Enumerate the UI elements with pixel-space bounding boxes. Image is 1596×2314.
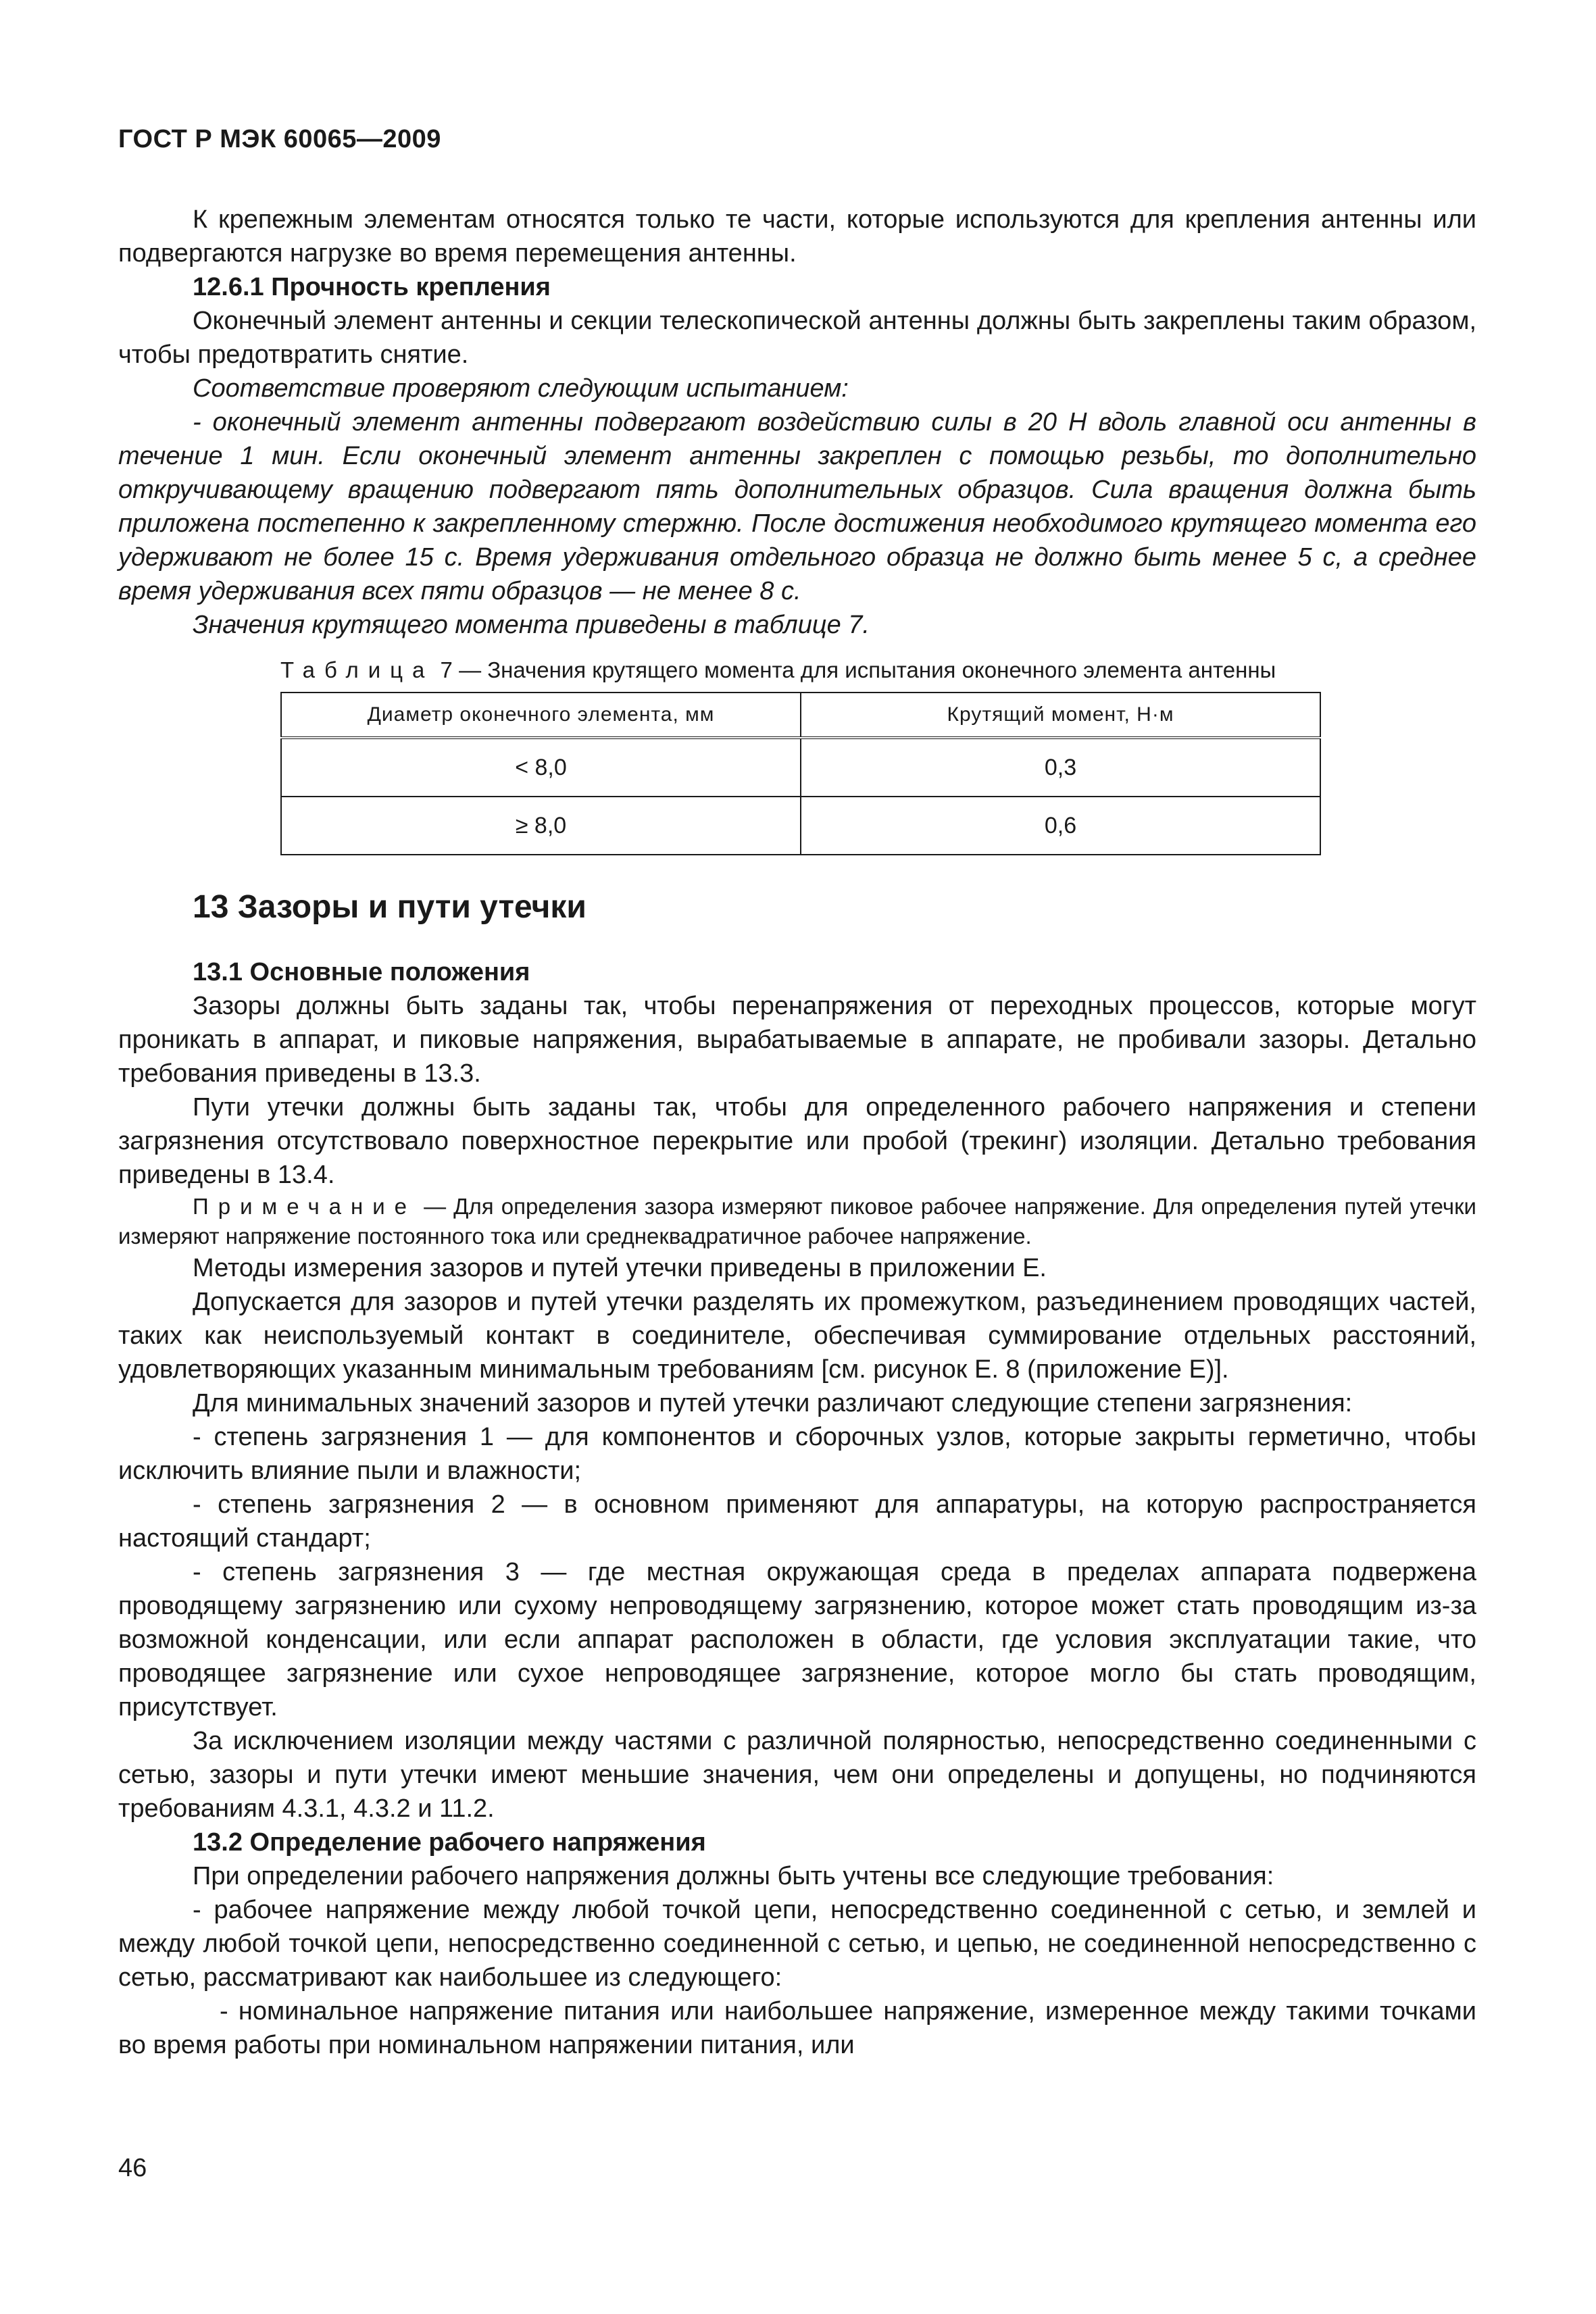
- paragraph-exception: За исключением изоляции между частями с различной полярностью, непосредственно соединенными с сетью, зазоры и пути утечки имеют меньшие значения, чем они определены и допущены, но подчиняются требованиям 4.3.1, 4.3.2 и 11.2.: [118, 1727, 1476, 1823]
- table-row: [281, 797, 1320, 855]
- cell-torque: 0,6: [801, 797, 1320, 855]
- paragraph-13-2: При определении рабочего напряжения должны быть учтены все следующие требования:: [193, 1862, 1274, 1890]
- note-label: Примечание: [193, 1194, 417, 1219]
- list-item-degree-2: - степень загрязнения 2 — в основном применяют для аппаратуры, на которую распространяется настоящий стандарт;: [118, 1490, 1476, 1553]
- list-item-rated-voltage: - номинальное напряжение питания или наибольшее напряжение, измеренное между такими точками во время работы при номинальном напряжении питания, или: [118, 1997, 1476, 2059]
- paragraph-test-procedure: - оконечный элемент антенны подвергают воздействию силы в 20 Н вдоль главной оси антенны в течение 1 мин. Если оконечный элемент антенны закреплен с помощью резьбы, то дополнительно откручивающему вращению подвергают пять дополнительных образцов. Сила вращения должна быть приложена постепенно к закрепленному стержню. После достижения необходимого крутящего момента его удерживают не более 15 с. Время удерживания отдельного образца не должно быть менее 5 с, а среднее время удерживания всех пяти образцов — не менее 8 с.: [118, 408, 1476, 605]
- paragraph-separation: Допускается для зазоров и путей утечки разделять их промежутком, разъединением проводящих частей, таких как неиспользуемый контакт в соединителе, обеспечивая суммирование отдельных расстояний, удовлетворяющих указанным минимальным требованиям [см. рисунок Е. 8 (приложение Е)].: [118, 1288, 1476, 1384]
- table-row: [281, 738, 1320, 797]
- document-body: [118, 203, 1476, 2062]
- heading-13-2: 13.2 Определение рабочего напряжения: [193, 1828, 706, 1857]
- cell-torque: 0,3: [801, 738, 1320, 797]
- paragraph-13-1-clearances: Зазоры должны быть заданы так, чтобы перенапряжения от переходных процессов, которые могут проникать в аппарат, и пиковые напряжения, вырабатываемые в аппарате, не пробивали зазоры. Детально требования приведены в 13.3.: [118, 992, 1476, 1088]
- heading-13-1: 13.1 Основные положения: [193, 958, 530, 986]
- column-header-torque: Крутящий момент, Н·м: [801, 693, 1320, 738]
- list-item-working-voltage: - рабочее напряжение между любой точкой цепи, непосредственно соединенной с сетью, и землей и между любой точкой цепи, непосредственно соединенной с сетью, и цепью, не соединенной непосредственно с сетью, рассматривают как наибольшее из следующего:: [118, 1896, 1476, 1992]
- note-text: — Для определения зазора измеряют пиковое рабочее напряжение. Для определения путей утечки измеряют напряжение постоянного тока или среднеквадратичное рабочее напряжение.: [118, 1194, 1476, 1249]
- table-7-caption: [280, 655, 1321, 685]
- paragraph-fasteners: К крепежным элементам относятся только те части, которые используются для крепления антенны или подвергаются нагрузке во время перемещения антенны.: [118, 205, 1476, 268]
- list-item-degree-1: - степень загрязнения 1 — для компонентов и сборочных узлов, которые закрыты герметично, чтобы исключить влияние пыли и влажности;: [118, 1423, 1476, 1485]
- cell-diameter: ≥ 8,0: [281, 797, 801, 855]
- paragraph-pollution-degrees: Для минимальных значений зазоров и путей утечки различают следующие степени загрязнения:: [193, 1389, 1353, 1417]
- table-header-row: [281, 693, 1320, 738]
- paragraph-table-reference: Значения крутящего момента приведены в таблице 7.: [193, 611, 870, 639]
- page-number: 46: [118, 2154, 147, 2182]
- list-item-degree-3: - степень загрязнения 3 — где местная окружающая среда в пределах аппарата подвержена проводящему загрязнению или сухому непроводящему загрязнению, которое может стать проводящим из-за возможной конденсации, или если аппарат расположен в области, где условия эксплуатации такие, что проводящее загрязнение или сухое непроводящее загрязнение, которое могло бы стать проводящим, присутствует.: [118, 1558, 1476, 1721]
- column-header-diameter: Диаметр оконечного элемента, мм: [281, 693, 801, 738]
- table-7: [280, 692, 1321, 855]
- section-13-title: 13 Зазоры и пути утечки: [193, 889, 587, 925]
- standard-header: ГОСТ Р МЭК 60065—2009: [118, 125, 441, 153]
- table-caption-text: 7 — Значения крутящего момента для испытания оконечного элемента антенны: [434, 657, 1276, 682]
- paragraph-methods: Методы измерения зазоров и путей утечки приведены в приложении Е.: [193, 1254, 1047, 1282]
- table-caption-label: Таблица: [280, 657, 434, 682]
- cell-diameter: < 8,0: [281, 738, 801, 797]
- paragraph-12-6-1: Оконечный элемент антенны и секции телескопической антенны должны быть закреплены таким образом, чтобы предотвратить снятие.: [118, 307, 1476, 369]
- paragraph-13-1-creepage: Пути утечки должны быть заданы так, чтобы для определенного рабочего напряжения и степени загрязнения отсутствовало поверхностное перекрытие или пробой (трекинг) изоляции. Детально требования приведены в 13.4.: [118, 1093, 1476, 1189]
- paragraph-compliance: Соответствие проверяют следующим испытанием:: [193, 374, 849, 403]
- note: [118, 1192, 1476, 1251]
- heading-12-6-1: 12.6.1 Прочность крепления: [193, 273, 551, 301]
